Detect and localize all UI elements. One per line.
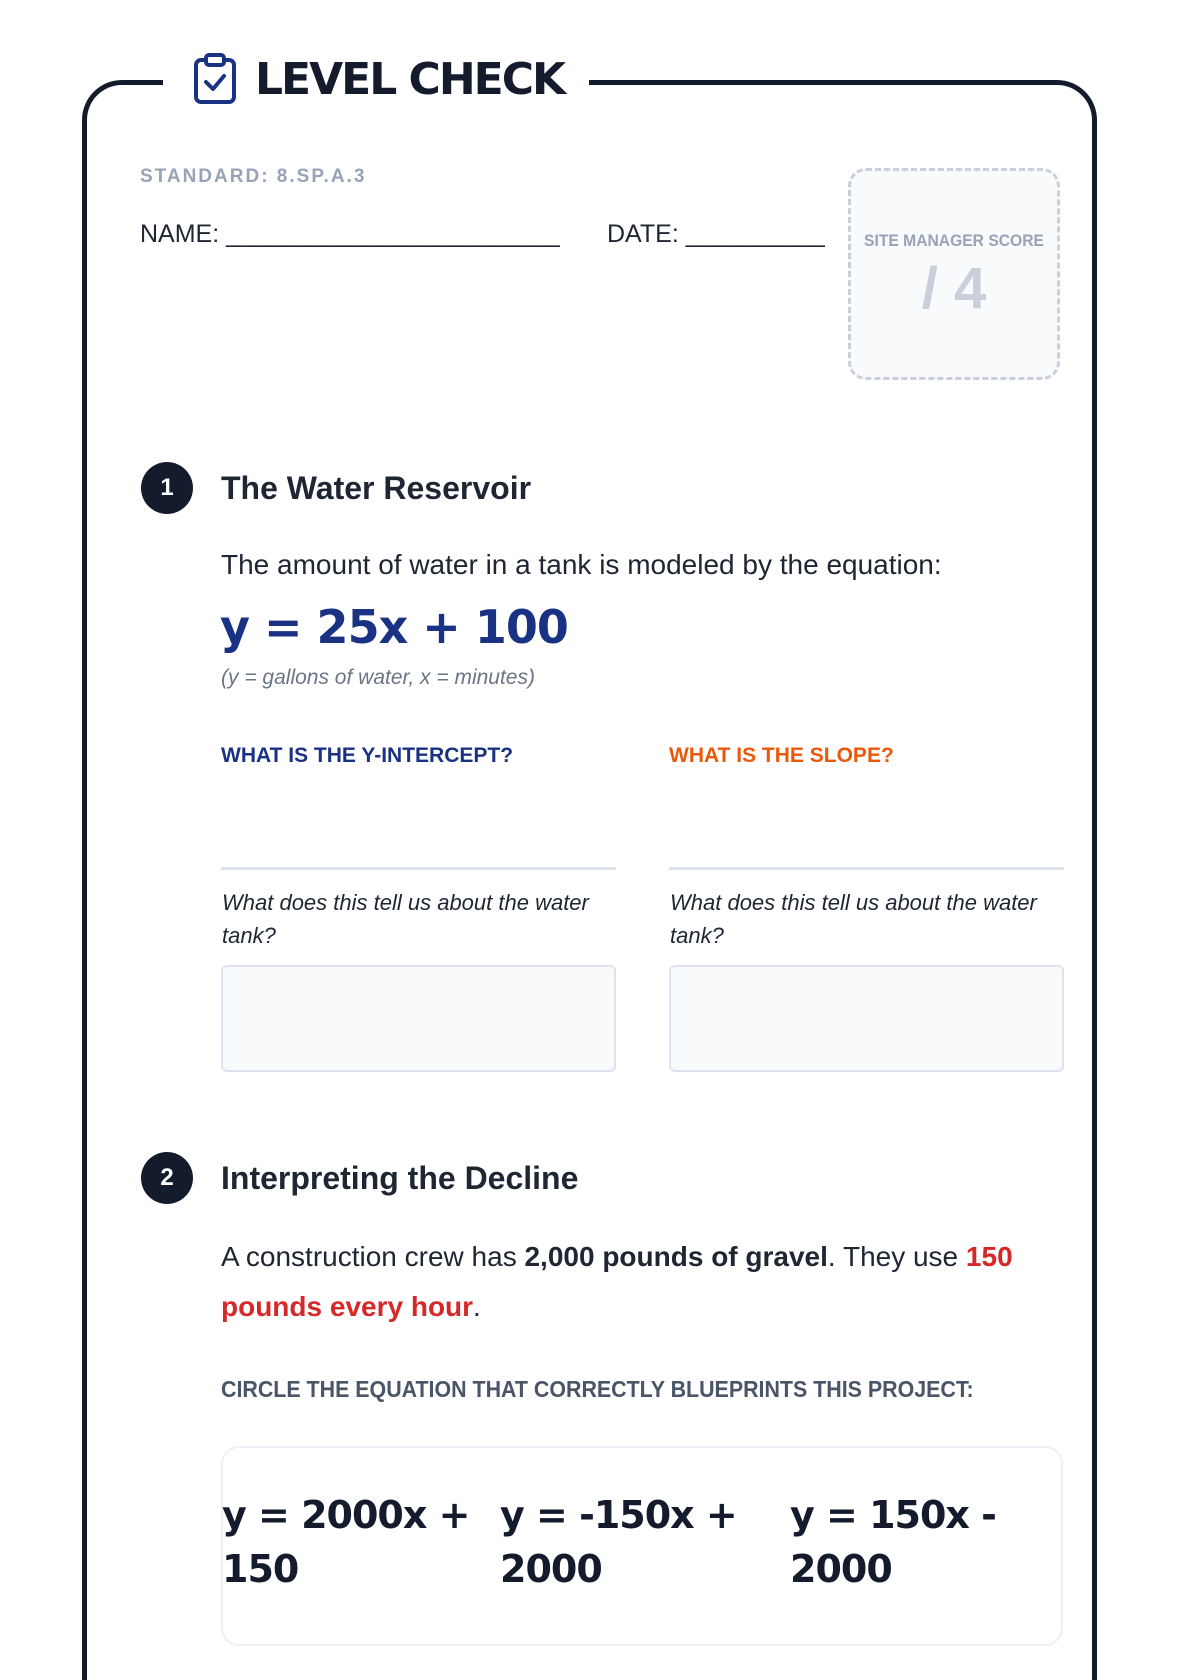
score-label: SITE MANAGER SCORE <box>864 231 1044 250</box>
question-text <box>221 1232 1071 1332</box>
equation-option[interactable]: y = 150x - 2000 <box>790 1493 996 1591</box>
question-title: The Water Reservoir <box>221 470 532 506</box>
y-intercept-answer-line[interactable] <box>221 867 616 870</box>
score-value: / 4 <box>921 256 987 321</box>
equation-option[interactable]: y = -150x + 2000 <box>500 1493 737 1591</box>
circle-instruction: CIRCLE THE EQUATION THAT CORRECTLY BLUEPRINTS THIS PROJECT: <box>221 1376 974 1402</box>
page-title: LEVEL CHECK <box>255 53 565 105</box>
usage-rate: 150 pounds every hour <box>221 1241 1013 1322</box>
level-check-header <box>163 44 589 114</box>
slope-answer-box[interactable] <box>669 965 1064 1072</box>
text-part: . They use <box>827 1241 966 1272</box>
slope-answer-line[interactable] <box>669 867 1064 870</box>
score-box[interactable] <box>848 168 1060 380</box>
text-part: . <box>473 1291 481 1322</box>
slope-heading: WHAT IS THE SLOPE? <box>669 744 894 767</box>
date-field[interactable]: DATE: __________ <box>607 220 825 248</box>
y-intercept-answer-box[interactable] <box>221 965 616 1072</box>
question-number-badge: 2 <box>141 1152 193 1204</box>
equation-note: (y = gallons of water, x = minutes) <box>221 666 535 689</box>
clipboard-check-icon <box>193 53 237 105</box>
question-number-badge: 1 <box>141 462 193 514</box>
standard-label: STANDARD: 8.SP.A.3 <box>140 166 367 187</box>
gravel-amount: 2,000 pounds of gravel <box>524 1241 828 1272</box>
y-intercept-prompt: What does this tell us about the water tank? <box>222 890 589 948</box>
slope-prompt: What does this tell us about the water tank? <box>670 890 1037 948</box>
text-part: A construction crew has <box>221 1241 525 1272</box>
equation: y = 25x + 100 <box>220 600 568 654</box>
name-field[interactable]: NAME: ________________________ <box>140 220 560 248</box>
question-title: Interpreting the Decline <box>221 1160 579 1196</box>
y-intercept-heading: WHAT IS THE Y-INTERCEPT? <box>221 744 514 767</box>
equation-option[interactable]: y = 2000x + 150 <box>222 1493 470 1591</box>
question-text: The amount of water in a tank is modeled by the equation: <box>221 549 942 580</box>
